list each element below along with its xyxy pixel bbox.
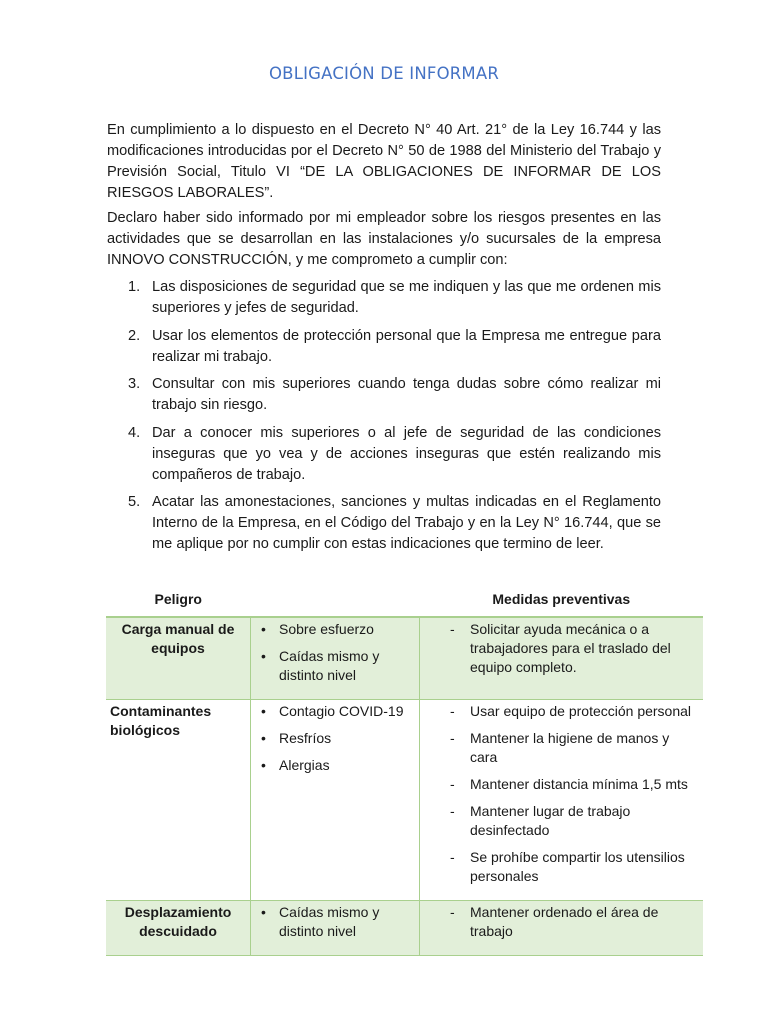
list-item-number: 1. bbox=[128, 279, 141, 295]
list-item bbox=[107, 326, 661, 368]
list-item-number: 3. bbox=[128, 376, 141, 392]
risk-item: • Caídas mismo y distinto nivel bbox=[255, 903, 415, 941]
risk-item: • Resfríos bbox=[255, 729, 415, 748]
hazard-cell: Carga manual de equipos bbox=[106, 617, 251, 700]
measure-item: - Se prohíbe compartir los utensilios personales bbox=[424, 848, 699, 886]
list-item-text: Dar a conocer mis superiores o al jefe de seguridad de las condiciones inseguras que yo vea y de acciones inseguras que estén realizando mis compañeros de trabajo. bbox=[152, 424, 661, 483]
intro-paragraph: En cumplimiento a lo dispuesto en el Decreto N° 40 Art. 21° de la Ley 16.744 y las modificaciones introducidas por el Decreto N° 50 de 1988 del Ministerio del Trabajo y Previsión Social, Titulo VI “DE LA OBLIGACIONES DE INFORMAR DE LOS RIESGOS LABORALES”. bbox=[107, 122, 661, 201]
list-item-number: 2. bbox=[128, 327, 141, 344]
risks-cell bbox=[251, 617, 420, 700]
hazard-cell: Contaminantes biológicos bbox=[106, 700, 251, 901]
list-item-number: 5. bbox=[128, 494, 141, 510]
table-row bbox=[106, 700, 703, 901]
measure-item: - Mantener distancia mínima 1,5 mts bbox=[424, 775, 699, 794]
list-item-text: Las disposiciones de seguridad que se me indiquen y las que me ordenen mis superiores y jefes de seguridad. bbox=[152, 279, 661, 316]
risks-cell bbox=[251, 901, 420, 956]
list-item bbox=[107, 423, 661, 486]
declaration-paragraph: Declaro haber sido informado por mi empleador sobre los riesgos presentes en las actividades que se desarrollan en las instalaciones y/o sucursales de la empresa INNOVO CONSTRUCCIÓN, y me comprometo a cumplir con: bbox=[107, 210, 661, 268]
hazard-column-header: Peligro bbox=[106, 588, 251, 617]
measures-cell bbox=[420, 700, 704, 901]
risk-item: • Contagio COVID-19 bbox=[255, 702, 415, 721]
table-row bbox=[106, 617, 703, 700]
risk-column-header bbox=[251, 588, 420, 617]
list-item bbox=[107, 492, 661, 555]
measures-cell bbox=[420, 617, 704, 700]
measure-item: - Mantener lugar de trabajo desinfectado bbox=[424, 802, 699, 840]
risk-item: • Sobre esfuerzo bbox=[255, 620, 415, 639]
list-item-number: 4. bbox=[128, 424, 141, 441]
table-header-row bbox=[106, 588, 703, 617]
measure-item: - Usar equipo de protección personal bbox=[424, 702, 699, 721]
list-item bbox=[107, 277, 661, 319]
measures-column-header: Medidas preventivas bbox=[420, 588, 704, 617]
table-row bbox=[106, 901, 703, 956]
measure-item: - Mantener la higiene de manos y cara bbox=[424, 729, 699, 767]
page-title: OBLIGACIÓN DE INFORMAR bbox=[268, 64, 500, 83]
hazards-table bbox=[106, 588, 703, 956]
list-item-text: Usar los elementos de protección personal que la Empresa me entregue para realizar mi trabajo. bbox=[152, 327, 661, 365]
risk-item: • Alergias bbox=[255, 756, 415, 775]
risk-item: • Caídas mismo y distinto nivel bbox=[255, 647, 415, 685]
measure-item: - Solicitar ayuda mecánica o a trabajadores para el traslado del equipo completo. bbox=[424, 620, 699, 677]
list-item bbox=[107, 374, 661, 416]
measures-cell bbox=[420, 901, 704, 956]
measure-item: - Mantener ordenado el área de trabajo bbox=[424, 903, 699, 941]
hazard-cell: Desplazamiento descuidado bbox=[106, 901, 251, 956]
commitments-list bbox=[107, 277, 661, 562]
list-item-text: Consultar con mis superiores cuando tenga dudas sobre cómo realizar mi trabajo sin riesgo. bbox=[152, 376, 661, 413]
list-item-text: Acatar las amonestaciones, sanciones y multas indicadas en el Reglamento Interno de la Empresa, en el Código del Trabajo y en la Ley N° 16.744, que se me aplique por no cumplir con estas indicaciones que termino de leer. bbox=[152, 494, 661, 552]
risks-cell bbox=[251, 700, 420, 901]
